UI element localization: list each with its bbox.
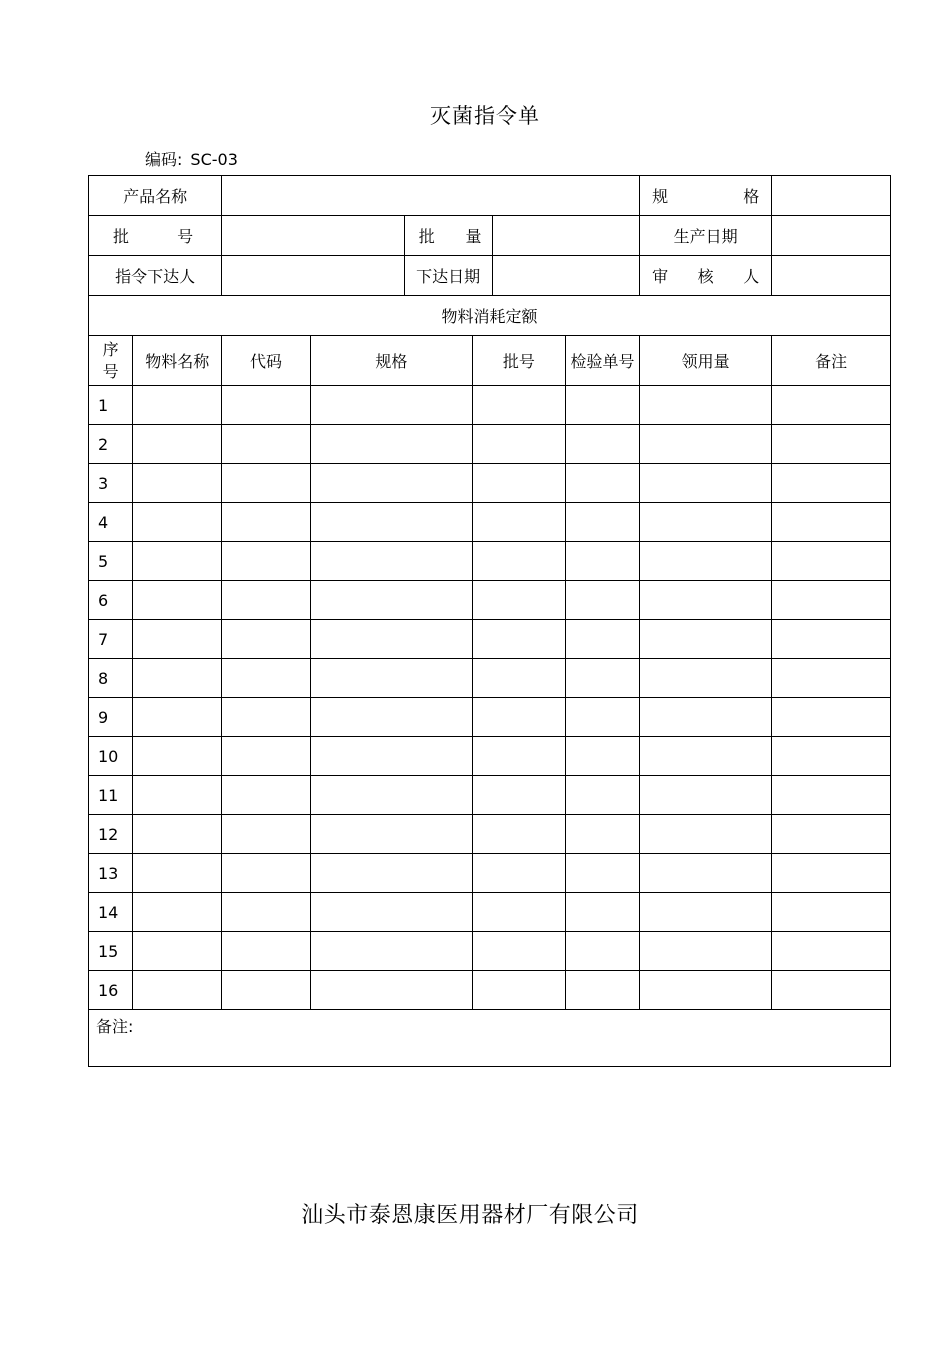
header-row-1: [89, 176, 891, 216]
row-material-name[interactable]: [133, 581, 222, 620]
row-quantity[interactable]: [640, 737, 772, 776]
col-material-name: 物料名称: [133, 336, 222, 386]
table-row: [89, 620, 891, 659]
row-inspection-no[interactable]: [565, 386, 639, 425]
row-material-name[interactable]: [133, 971, 222, 1010]
row-inspection-no[interactable]: [565, 503, 639, 542]
row-code[interactable]: [222, 659, 311, 698]
table-row: [89, 737, 891, 776]
issue-date-field[interactable]: [492, 256, 640, 296]
row-batch-no[interactable]: [472, 815, 565, 854]
issued-by-field[interactable]: [222, 256, 405, 296]
row-seq: 14: [89, 893, 133, 932]
row-spec[interactable]: [310, 698, 472, 737]
row-spec[interactable]: [310, 893, 472, 932]
header-row-2: [89, 216, 891, 256]
section-title-row: [89, 296, 891, 336]
row-quantity[interactable]: [640, 815, 772, 854]
row-remarks[interactable]: [772, 425, 891, 464]
row-batch-no[interactable]: [472, 737, 565, 776]
row-batch-no[interactable]: [472, 659, 565, 698]
row-quantity[interactable]: [640, 386, 772, 425]
row-spec[interactable]: [310, 542, 472, 581]
row-material-name[interactable]: [133, 386, 222, 425]
row-material-name[interactable]: [133, 542, 222, 581]
row-seq: 15: [89, 932, 133, 971]
row-batch-no[interactable]: [472, 581, 565, 620]
table-row: [89, 425, 891, 464]
col-code: 代码: [222, 336, 311, 386]
issue-date-label: 下达日期: [404, 256, 492, 296]
document-title: 灭菌指令单: [430, 104, 540, 128]
row-remarks[interactable]: [772, 854, 891, 893]
row-remarks[interactable]: [772, 542, 891, 581]
table-row: [89, 893, 891, 932]
row-remarks[interactable]: [772, 620, 891, 659]
row-batch-no[interactable]: [472, 425, 565, 464]
row-material-name[interactable]: [133, 932, 222, 971]
row-spec[interactable]: [310, 659, 472, 698]
code-value: SC-03: [190, 150, 238, 169]
row-spec[interactable]: [310, 932, 472, 971]
table-row: [89, 932, 891, 971]
document-code: [145, 147, 238, 170]
row-quantity[interactable]: [640, 932, 772, 971]
reviewer-label: 审 核 人: [640, 256, 772, 296]
row-batch-no[interactable]: [472, 620, 565, 659]
row-seq: 5: [89, 542, 133, 581]
row-inspection-no[interactable]: [565, 776, 639, 815]
row-material-name[interactable]: [133, 815, 222, 854]
reviewer-field[interactable]: [772, 256, 891, 296]
row-inspection-no[interactable]: [565, 581, 639, 620]
section-title: 物料消耗定额: [89, 296, 891, 336]
row-batch-no[interactable]: [472, 893, 565, 932]
row-seq: 11: [89, 776, 133, 815]
row-remarks[interactable]: [772, 776, 891, 815]
row-inspection-no[interactable]: [565, 464, 639, 503]
row-batch-no[interactable]: [472, 854, 565, 893]
notes-field[interactable]: [89, 1010, 891, 1067]
row-remarks[interactable]: [772, 464, 891, 503]
table-row: [89, 698, 891, 737]
row-seq: 4: [89, 503, 133, 542]
batch-qty-field[interactable]: [492, 216, 640, 256]
table-row: [89, 776, 891, 815]
row-remarks[interactable]: [772, 737, 891, 776]
table-row: [89, 659, 891, 698]
row-batch-no[interactable]: [472, 776, 565, 815]
row-code[interactable]: [222, 503, 311, 542]
row-inspection-no[interactable]: [565, 542, 639, 581]
table-row: [89, 464, 891, 503]
row-spec[interactable]: [310, 425, 472, 464]
row-seq: 13: [89, 854, 133, 893]
row-seq: 8: [89, 659, 133, 698]
row-remarks[interactable]: [772, 932, 891, 971]
row-spec[interactable]: [310, 464, 472, 503]
row-quantity[interactable]: [640, 620, 772, 659]
row-quantity[interactable]: [640, 542, 772, 581]
row-code[interactable]: [222, 854, 311, 893]
row-spec[interactable]: [310, 503, 472, 542]
production-date-label: 生产日期: [640, 216, 772, 256]
row-material-name[interactable]: [133, 464, 222, 503]
row-batch-no[interactable]: [472, 464, 565, 503]
row-code[interactable]: [222, 815, 311, 854]
row-batch-no[interactable]: [472, 698, 565, 737]
row-seq: 2: [89, 425, 133, 464]
row-quantity[interactable]: [640, 698, 772, 737]
row-code[interactable]: [222, 932, 311, 971]
company-name: 汕头市泰恩康医用器材厂有限公司: [301, 1203, 639, 1228]
row-seq: 16: [89, 971, 133, 1010]
row-inspection-no[interactable]: [565, 893, 639, 932]
row-spec[interactable]: [310, 854, 472, 893]
row-material-name[interactable]: [133, 425, 222, 464]
row-code[interactable]: [222, 893, 311, 932]
row-seq: 3: [89, 464, 133, 503]
row-seq: 6: [89, 581, 133, 620]
row-inspection-no[interactable]: [565, 932, 639, 971]
row-material-name[interactable]: [133, 659, 222, 698]
table-row: [89, 542, 891, 581]
table-row: [89, 971, 891, 1010]
row-batch-no[interactable]: [472, 542, 565, 581]
product-name-label: 产品名称: [89, 176, 222, 216]
row-spec[interactable]: [310, 737, 472, 776]
row-code[interactable]: [222, 425, 311, 464]
row-spec[interactable]: [310, 776, 472, 815]
row-material-name[interactable]: [133, 620, 222, 659]
col-remarks: 备注: [772, 336, 891, 386]
row-seq: 9: [89, 698, 133, 737]
row-code[interactable]: [222, 971, 311, 1010]
row-batch-no[interactable]: [472, 971, 565, 1010]
row-material-name[interactable]: [133, 503, 222, 542]
row-quantity[interactable]: [640, 425, 772, 464]
batch-no-field[interactable]: [222, 216, 405, 256]
row-inspection-no[interactable]: [565, 971, 639, 1010]
row-quantity[interactable]: [640, 503, 772, 542]
row-material-name[interactable]: [133, 854, 222, 893]
table-row: [89, 386, 891, 425]
row-material-name[interactable]: [133, 776, 222, 815]
row-seq: 10: [89, 737, 133, 776]
row-code[interactable]: [222, 620, 311, 659]
row-remarks[interactable]: [772, 386, 891, 425]
row-seq: 12: [89, 815, 133, 854]
sterilization-order-table: [88, 175, 891, 1067]
row-inspection-no[interactable]: [565, 698, 639, 737]
row-spec[interactable]: [310, 386, 472, 425]
row-material-name[interactable]: [133, 893, 222, 932]
row-code[interactable]: [222, 581, 311, 620]
row-material-name[interactable]: [133, 737, 222, 776]
row-remarks[interactable]: [772, 893, 891, 932]
notes-row: [89, 1010, 891, 1067]
col-inspection-no: 检验单号: [565, 336, 639, 386]
issued-by-label: 指令下达人: [89, 256, 222, 296]
row-remarks[interactable]: [772, 581, 891, 620]
row-quantity[interactable]: [640, 971, 772, 1010]
material-rows: [89, 386, 891, 1010]
row-remarks[interactable]: [772, 503, 891, 542]
row-remarks[interactable]: [772, 971, 891, 1010]
row-remarks[interactable]: [772, 659, 891, 698]
row-inspection-no[interactable]: [565, 620, 639, 659]
spec-label: 规 格: [640, 176, 772, 216]
row-inspection-no[interactable]: [565, 737, 639, 776]
spec-field[interactable]: [772, 176, 891, 216]
row-code[interactable]: [222, 542, 311, 581]
table-row: [89, 815, 891, 854]
col-quantity: 领用量: [640, 336, 772, 386]
header-row-3: [89, 256, 891, 296]
row-remarks[interactable]: [772, 815, 891, 854]
row-spec[interactable]: [310, 971, 472, 1010]
col-batch-no: 批号: [472, 336, 565, 386]
code-label: 编码:: [145, 150, 183, 169]
row-code[interactable]: [222, 698, 311, 737]
row-code[interactable]: [222, 386, 311, 425]
notes-label: 备注:: [96, 1017, 134, 1036]
batch-qty-label: 批 量: [404, 216, 492, 256]
row-spec[interactable]: [310, 581, 472, 620]
row-spec[interactable]: [310, 815, 472, 854]
row-batch-no[interactable]: [472, 386, 565, 425]
row-seq: 1: [89, 386, 133, 425]
row-inspection-no[interactable]: [565, 854, 639, 893]
row-inspection-no[interactable]: [565, 425, 639, 464]
row-quantity[interactable]: [640, 464, 772, 503]
row-quantity[interactable]: [640, 776, 772, 815]
col-spec: 规格: [310, 336, 472, 386]
row-quantity[interactable]: [640, 854, 772, 893]
col-seq: 序 号: [89, 336, 133, 386]
batch-no-label: 批 号: [89, 216, 222, 256]
row-batch-no[interactable]: [472, 503, 565, 542]
row-seq: 7: [89, 620, 133, 659]
table-row: [89, 503, 891, 542]
column-header-row: [89, 336, 891, 386]
table-row: [89, 854, 891, 893]
row-quantity[interactable]: [640, 893, 772, 932]
row-inspection-no[interactable]: [565, 659, 639, 698]
row-remarks[interactable]: [772, 698, 891, 737]
table-row: [89, 581, 891, 620]
row-inspection-no[interactable]: [565, 815, 639, 854]
row-code[interactable]: [222, 464, 311, 503]
row-quantity[interactable]: [640, 581, 772, 620]
row-spec[interactable]: [310, 620, 472, 659]
product-name-field[interactable]: [222, 176, 640, 216]
row-material-name[interactable]: [133, 698, 222, 737]
row-code[interactable]: [222, 737, 311, 776]
row-batch-no[interactable]: [472, 932, 565, 971]
row-quantity[interactable]: [640, 659, 772, 698]
row-code[interactable]: [222, 776, 311, 815]
production-date-field[interactable]: [772, 216, 891, 256]
